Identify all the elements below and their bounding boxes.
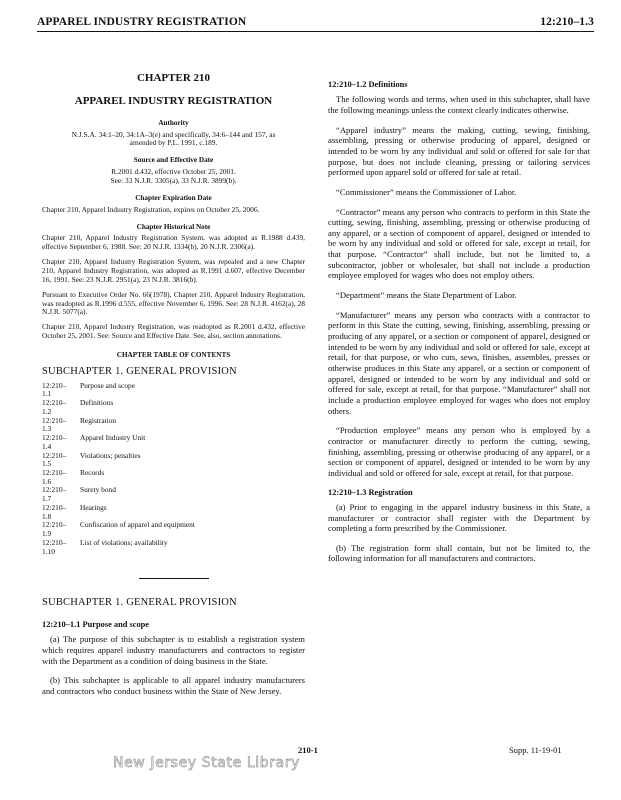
toc-row[interactable]: 12:210–1.2 Definitions: [42, 398, 114, 416]
running-head: [37, 10, 594, 32]
toc-row[interactable]: 12:210–1.1 Purpose and scope: [42, 380, 136, 399]
page-number: 210-1: [298, 745, 318, 755]
authority-heading: Authority: [158, 118, 189, 127]
definition-commissioner: “Commissioner” means the Commissioner of Labor.: [336, 186, 517, 197]
running-head-section: 12:210–1.3: [540, 16, 594, 28]
definition-apparel-industry: “Apparel industry” means the making, cutting, sewing, finishing, assembling, pressing or otherwise producing of apparel, designed or intended to be worn by any individual and sold or offered for sale for that purpose, but does not include cleaning, pressing or tailoring services performed upon apparel sold or offered for sale at retail.: [328, 124, 590, 178]
running-head-title: APPAREL INDUSTRY REGISTRATION: [37, 16, 247, 28]
source-heading: Source and Effective Date: [133, 156, 214, 165]
history-note-3: Pursuant to Executive Order No. 66(1978), Chapter 210, Apparel Industry Registration, was readopted as R.1996 d.555, effective November 6, 1996. See: 28 N.J.R. 4162(a), 28 N.J.R. 5077(a).: [42, 289, 305, 317]
section-1-1-b: (b) This subchapter is applicable to all apparel industry manufacturers and contractors who conduct business within the State of New Jersey.: [42, 675, 305, 696]
toc-row[interactable]: 12:210–1.6 Records: [42, 467, 105, 486]
toc-row[interactable]: 12:210–1.4 Apparel Industry Unit: [42, 433, 146, 451]
definition-contractor: “Contractor” means any person who contracts to perform in this State the cutting, sewing, finishing, assembling, pressing or otherwise producing of any apparel, or a section of component of apparel, designed or intended to be worn by any individual and sold or offered for sale, except at retail, for that purpose. “Contractor” shall include, but not be limited to, a subcontractor, jobber or wholesaler, but shall not include a production employee employed for wages who does not employ others.: [328, 206, 590, 281]
library-watermark: New Jersey State Library: [113, 755, 300, 771]
right-column: [328, 70, 590, 573]
chapter-title: APPAREL INDUSTRY REGISTRATION: [74, 95, 273, 108]
toc-table: [42, 382, 195, 557]
section-1-3-a: (a) Prior to engaging in the apparel industry business in this State, a manufacturer or contractor shall register with the Department by completing a form prescribed by the Commissioner.: [328, 501, 590, 534]
history-note-2: Chapter 210, Apparel Industry Registration System, was repealed and a new Chapter 210, Apparel Industry Registration, was adopted as R.1991 d.607, effective December 16, 1991. See: 23 N.J.R. 2951(a), 23 N.J.R. 3816(b).: [42, 257, 305, 284]
section-1-1-a: (a) The purpose of this subchapter is to establish a registration system which requires apparel industry manufacturers and contractors to register with the Department as a condition of doing business in the State.: [42, 634, 305, 666]
history-note-1: Chapter 210, Apparel Industry Registration System, was adopted as R.1988 d.439, effective September 6, 1988. See: 20 N.J.R. 1334(b), 20 N.J.R. 2306(a).: [42, 233, 305, 252]
authority-text: N.J.S.A. 34:1–20, 34:1A–3(e) and specifically, 34:6–144 and 157, as amended by P.L. 1991, c.189.: [71, 129, 276, 148]
toc-row[interactable]: 12:210–1.10 List of violations; availability: [42, 537, 168, 556]
section-1-2-heading: 12:210–1.2 Definitions: [328, 80, 408, 89]
toc-heading: CHAPTER TABLE OF CONTENTS: [116, 351, 231, 360]
section-1-1-heading: 12:210–1.1 Purpose and scope: [42, 620, 150, 630]
expiration-heading: Chapter Expiration Date: [135, 193, 212, 202]
chapter-number: CHAPTER 210: [136, 72, 211, 84]
section-divider: [139, 578, 209, 579]
expiration-text: Chapter 210, Apparel Industry Registration, expires on October 25, 2006.: [42, 204, 260, 214]
source-text-1: R.2001 d.432, effective October 25, 2001.: [111, 167, 236, 177]
page-footer: [0, 745, 621, 759]
history-block: [42, 223, 305, 342]
definition-department: “Department” means the State Department of Labor.: [336, 290, 517, 301]
toc-subchapter: SUBCHAPTER 1. GENERAL PROVISION: [42, 365, 237, 377]
definition-manufacturer: “Manufacturer” means any person who contracts with a contractor to perform in this State the cutting, sewing, finishing, assembling, pressing or producing of any apparel, or a section or component of apparel, designed or intended to be worn by any individual and sold or offered for sale, except at retail, for that purpose, or who cuts, sews, finishes, assembles, presses or otherwise produces in this State any apparel, or a section or component of apparel, designed or intended to be worn by any individual and sold or offered for sale, except at retail, for that purpose. “Manufacturer” shall not include a production employee employed for wages who does not employ others.: [328, 309, 590, 416]
toc-row[interactable]: 12:210–1.9 Confiscation of apparel and equipment: [42, 520, 195, 539]
definitions-intro: The following words and terms, when used in this subchapter, shall have the following meanings unless the context clearly indicates otherwise.: [328, 94, 590, 115]
toc-row[interactable]: 12:210–1.8 Hearings: [42, 502, 107, 521]
subchapter-heading: SUBCHAPTER 1. GENERAL PROVISION: [42, 597, 237, 609]
section-1-3-heading: 12:210–1.3 Registration: [328, 487, 413, 497]
authority-block: [42, 119, 305, 149]
source-text-2: See: 33 N.J.R. 3305(a), 33 N.J.R. 3899(b).: [110, 176, 237, 185]
section-1-3-b: (b) The registration form shall contain, but not be limited to, the following information for all manufacturers and contractors.: [328, 542, 590, 564]
left-column: [42, 70, 305, 706]
history-note-4: Chapter 210, Apparel Industry Registration, was readopted as R.2001 d.432, effective October 25, 2001. See: Source and Effective Date. See, also, section annotations.: [42, 322, 305, 341]
definition-production-employee: “Production employee” means any person who is employed by a contractor or manufacturer directly to perform the cutting, sewing, finishing, assembling, pressing or otherwise producing of any apparel, or a section or component of apparel, designed or intended to be worn by any individual and sold or offered for sale, except at retail, for that purpose.: [328, 425, 590, 478]
toc-row[interactable]: 12:210–1.3 Registration: [42, 415, 117, 434]
source-block: [42, 156, 305, 186]
supplement-date: Supp. 11-19-01: [509, 745, 562, 755]
history-heading: Chapter Historical Note: [136, 222, 211, 231]
toc-row[interactable]: 12:210–1.7 Surety bond: [42, 485, 116, 504]
expiration-block: [42, 194, 305, 215]
toc-row[interactable]: 12:210–1.5 Violations; penalties: [42, 450, 141, 469]
